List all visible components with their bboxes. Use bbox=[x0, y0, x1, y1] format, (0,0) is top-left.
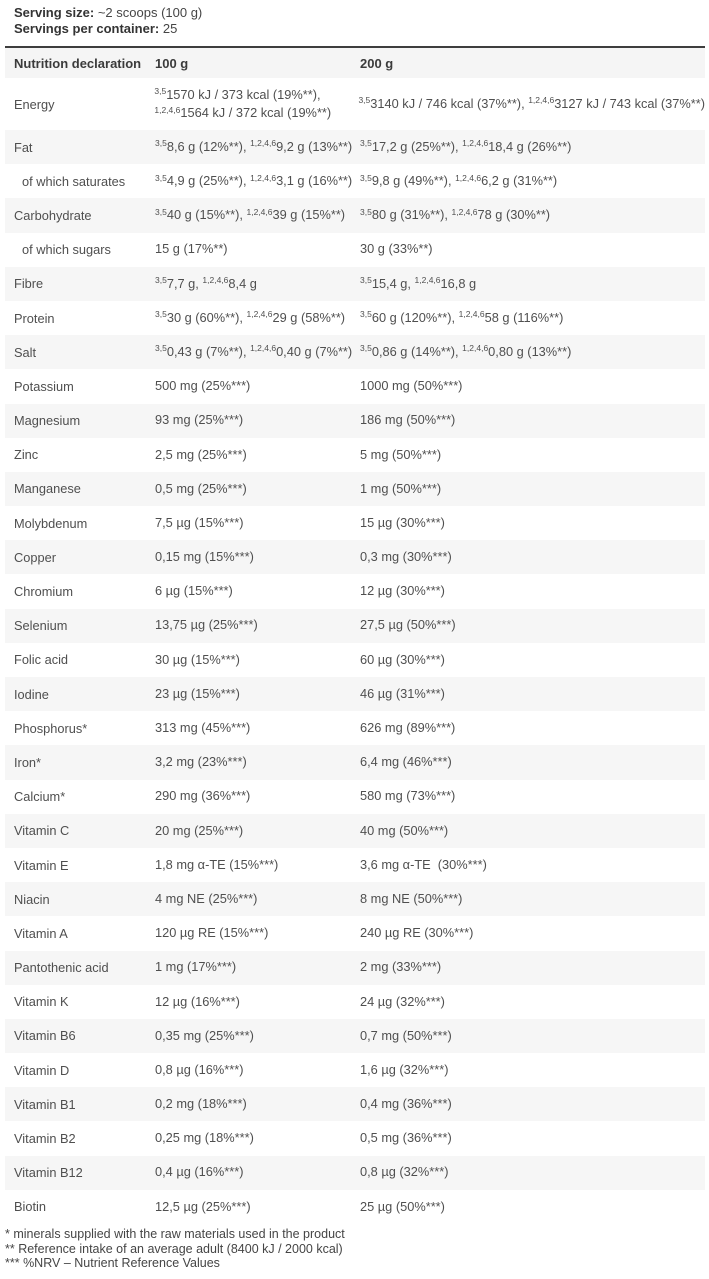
footnote-ref: 1,2,4,6 bbox=[246, 309, 273, 320]
table-row bbox=[5, 472, 705, 506]
table-row bbox=[5, 78, 705, 130]
row-label: Salt bbox=[14, 344, 37, 360]
value-100g: 30 µg (15%***) bbox=[155, 651, 240, 667]
footnote-ref: 3,5 bbox=[155, 309, 167, 320]
serving-size-value: ~2 scoops (100 g) bbox=[97, 5, 203, 20]
value-100g: 0,8 µg (16%***) bbox=[155, 1061, 244, 1077]
footnote-ref: 1,2,4,6 bbox=[154, 104, 181, 115]
value-100g: $^{3,5}$8,6 g (12%**), $^{1,2,4,6}$9,2 g (13%**) bbox=[155, 138, 353, 154]
value-100g: 0,4 µg (16%***) bbox=[155, 1164, 244, 1180]
table-row bbox=[5, 130, 705, 164]
value-200g: 27,5 µg (50%***) bbox=[360, 617, 456, 633]
footnote-ref: 1,2,4,6 bbox=[455, 172, 482, 183]
servings-count-label: Servings per container: bbox=[14, 20, 160, 36]
row-label: Molybdenum bbox=[14, 515, 88, 531]
table-row bbox=[5, 916, 705, 950]
value-200g: 25 µg (50%***) bbox=[360, 1198, 445, 1214]
value-100g: $^{3,5}$0,43 g (7%**), $^{1,2,4,6}$0,40 g (7%**) bbox=[155, 343, 353, 359]
table-row bbox=[5, 780, 705, 814]
table-row bbox=[5, 233, 705, 267]
value-100g: 6 µg (15%***) bbox=[155, 583, 233, 599]
footnote-ref: 3,5 bbox=[155, 206, 167, 217]
footnote-nrv: *** %NRV – Nutrient Reference Values bbox=[5, 1256, 220, 1271]
value-200g: 0,4 mg (36%***) bbox=[360, 1096, 452, 1112]
value-200g: 0,5 mg (36%***) bbox=[360, 1130, 452, 1146]
value-200g: $^{3,5}$9,8 g (49%**), $^{1,2,4,6}$6,2 g (31%**) bbox=[360, 172, 558, 189]
table-row bbox=[5, 609, 705, 643]
value-200g: $^{3,5}$80 g (31%**), $^{1,2,4,6}$78 g (30%**) bbox=[360, 206, 551, 223]
footnote-reference-intake: ** Reference intake of an average adult (8400 kJ / 2000 kcal) bbox=[5, 1241, 343, 1256]
footnote-ref: 1,2,4,6 bbox=[250, 172, 277, 183]
footnote-ref: 3,5 bbox=[155, 172, 167, 183]
footnote-ref: 3,5 bbox=[360, 138, 372, 149]
footnote-ref: 3,5 bbox=[360, 172, 372, 183]
row-label: Fibre bbox=[14, 276, 44, 292]
value-200g: 60 µg (30%***) bbox=[360, 651, 445, 667]
value-200g: 24 µg (32%***) bbox=[360, 993, 445, 1009]
value-100g: 120 µg RE (15%***) bbox=[155, 925, 269, 941]
table-row bbox=[5, 848, 705, 882]
row-label: of which saturates bbox=[22, 173, 126, 189]
value-100g: 23 µg (15%***) bbox=[155, 685, 240, 701]
value-100g: 0,35 mg (25%***) bbox=[155, 1027, 254, 1043]
serving-size-line bbox=[14, 5, 709, 21]
value-200g: 1 mg (50%***) bbox=[360, 480, 442, 496]
value-200g: $^{3,5}$3140 kJ / 746 kcal (37%**), $^{1,2,4,6}$3127 kJ / 743 kcal (37%**) bbox=[358, 95, 705, 111]
table-row bbox=[5, 985, 705, 1019]
value-100g: $^{3,5}$4,9 g (25%**), $^{1,2,4,6}$3,1 g (16%**) bbox=[155, 172, 353, 189]
table-row bbox=[5, 164, 705, 198]
value-100g: 12 µg (16%***) bbox=[155, 993, 240, 1009]
value-200g: 580 mg (73%***) bbox=[360, 788, 456, 804]
footnote-minerals: * minerals supplied with the raw materials used in the product bbox=[5, 1227, 345, 1241]
table-row bbox=[5, 745, 705, 779]
footnote-ref: 3,5 bbox=[360, 309, 372, 320]
servings-per-container-line bbox=[14, 21, 709, 37]
value-200g: 40 mg (50%***) bbox=[360, 822, 449, 838]
row-label: of which sugars bbox=[22, 242, 111, 258]
value-100g: 290 mg (36%***) bbox=[155, 788, 251, 804]
value-200g: 1,6 µg (32%***) bbox=[360, 1061, 449, 1077]
value-100g: $^{3,5}$1570 kJ / 373 kcal (19%**), $^{1,2,4,6}$1564 kJ / 372 kcal (19%**) bbox=[154, 86, 332, 120]
row-label: Energy bbox=[14, 96, 55, 112]
value-100g: 20 mg (25%***) bbox=[155, 822, 244, 838]
row-label: Iodine bbox=[14, 686, 49, 702]
value-200g: 8 mg NE (50%***) bbox=[360, 890, 463, 906]
value-100g: 0,5 mg (25%***) bbox=[155, 480, 247, 496]
servings-count-value: 25 bbox=[162, 20, 178, 36]
value-200g: 12 µg (30%***) bbox=[360, 583, 445, 599]
footnote-ref: 3,5 bbox=[154, 86, 167, 96]
value-200g: $^{3,5}$17,2 g (25%**), $^{1,2,4,6}$18,4 g (26%**) bbox=[360, 138, 572, 154]
footnote-ref: 1,2,4,6 bbox=[528, 95, 555, 106]
row-label: Calcium* bbox=[14, 789, 66, 805]
table-row bbox=[5, 335, 705, 369]
row-label: Phosphorus* bbox=[14, 720, 88, 736]
table-row bbox=[5, 643, 705, 677]
value-200g: 0,7 mg (50%***) bbox=[360, 1027, 452, 1043]
value-100g: 313 mg (45%***) bbox=[155, 720, 251, 736]
value-200g: $^{3,5}$0,86 g (14%**), $^{1,2,4,6}$0,80 g (13%**) bbox=[360, 343, 572, 359]
table-row bbox=[5, 882, 705, 916]
table-row bbox=[5, 1190, 705, 1224]
footnote-ref: 1,2,4,6 bbox=[462, 343, 489, 354]
value-200g: 6,4 mg (46%***) bbox=[360, 754, 452, 770]
value-100g: 13,75 µg (25%***) bbox=[155, 617, 258, 633]
table-row bbox=[5, 711, 705, 745]
footnote-ref: 3,5 bbox=[360, 206, 372, 217]
value-100g: 1 mg (17%***) bbox=[155, 959, 237, 975]
row-label: Zinc bbox=[14, 447, 39, 463]
value-100g: $^{3,5}$7,7 g, $^{1,2,4,6}$8,4 g bbox=[155, 275, 257, 291]
table-row bbox=[5, 1087, 705, 1121]
value-200g: 626 mg (89%***) bbox=[360, 720, 456, 736]
value-200g: 240 µg RE (30%***) bbox=[360, 925, 474, 941]
value-200g: $^{3,5}$60 g (120%**), $^{1,2,4,6}$58 g (116%**) bbox=[360, 309, 564, 325]
header-100g: 100 g bbox=[155, 55, 189, 71]
footnote-ref: 1,2,4,6 bbox=[462, 138, 489, 149]
table-row bbox=[5, 404, 705, 438]
value-200g: 30 g (33%**) bbox=[360, 241, 433, 257]
row-label: Magnesium bbox=[14, 413, 81, 429]
table-row bbox=[5, 540, 705, 574]
row-label: Copper bbox=[14, 549, 56, 565]
row-label: Biotin bbox=[14, 1199, 47, 1215]
table-row bbox=[5, 951, 705, 985]
row-label: Folic acid bbox=[14, 652, 69, 668]
table-row bbox=[5, 1053, 705, 1087]
row-label: Vitamin D bbox=[14, 1062, 70, 1078]
footnotes bbox=[5, 1227, 709, 1271]
row-label: Vitamin B12 bbox=[14, 1165, 83, 1181]
footnote-ref: 1,2,4,6 bbox=[202, 275, 229, 286]
row-label: Vitamin B6 bbox=[14, 1028, 76, 1044]
footnote-ref: 1,2,4,6 bbox=[451, 206, 478, 217]
row-label: Manganese bbox=[14, 481, 81, 497]
value-100g: $^{3,5}$30 g (60%**), $^{1,2,4,6}$29 g (58%**) bbox=[155, 309, 346, 325]
row-label: Iron* bbox=[14, 754, 42, 770]
value-200g: 46 µg (31%***) bbox=[360, 685, 445, 701]
table-row bbox=[5, 438, 705, 472]
table-row bbox=[5, 1156, 705, 1190]
value-100g: 3,2 mg (23%***) bbox=[155, 754, 247, 770]
footnote-ref: 1,2,4,6 bbox=[414, 275, 441, 286]
row-label: Vitamin E bbox=[14, 857, 69, 873]
footnote-ref: 1,2,4,6 bbox=[246, 206, 273, 217]
row-label: Potassium bbox=[14, 378, 74, 394]
row-label: Niacin bbox=[14, 891, 50, 907]
value-200g: 0,8 µg (32%***) bbox=[360, 1164, 449, 1180]
footnote-ref: 3,5 bbox=[155, 343, 167, 354]
value-200g: $^{3,5}$15,4 g, $^{1,2,4,6}$16,8 g bbox=[360, 275, 477, 291]
value-100g: 0,25 mg (18%***) bbox=[155, 1130, 254, 1146]
value-100g: 500 mg (25%***) bbox=[155, 378, 251, 394]
value-100g: 0,15 mg (15%***) bbox=[155, 549, 254, 565]
row-label: Vitamin K bbox=[14, 994, 69, 1010]
row-label: Carbohydrate bbox=[14, 207, 92, 223]
table-row bbox=[5, 574, 705, 608]
footnote-ref: 1,2,4,6 bbox=[458, 309, 485, 320]
value-200g: 5 mg (50%***) bbox=[360, 446, 442, 462]
row-label: Chromium bbox=[14, 584, 74, 600]
value-100g: 93 mg (25%***) bbox=[155, 412, 244, 428]
row-label: Vitamin B2 bbox=[14, 1131, 76, 1147]
table-body bbox=[5, 78, 705, 1224]
table-row bbox=[5, 1121, 705, 1155]
table-row bbox=[5, 369, 705, 403]
value-100g: 1,8 mg α-TE (15%***) bbox=[155, 856, 279, 872]
table-row bbox=[5, 301, 705, 335]
value-100g: 12,5 µg (25%***) bbox=[155, 1198, 251, 1214]
value-100g: 7,5 µg (15%***) bbox=[155, 514, 244, 530]
table-row bbox=[5, 677, 705, 711]
row-label: Pantothenic acid bbox=[14, 960, 109, 976]
value-200g: 1000 mg (50%***) bbox=[360, 378, 463, 394]
footnote-ref: 3,5 bbox=[155, 275, 167, 286]
footnote-ref: 1,2,4,6 bbox=[250, 343, 277, 354]
footnote-ref: 1,2,4,6 bbox=[250, 138, 277, 149]
value-100g: $^{3,5}$40 g (15%**), $^{1,2,4,6}$39 g (15%**) bbox=[155, 206, 346, 223]
header-200g: 200 g bbox=[360, 55, 394, 71]
header-nutrition-declaration: Nutrition declaration bbox=[14, 55, 142, 71]
value-100g: 4 mg NE (25%***) bbox=[155, 890, 258, 906]
serving-size-label: Serving size: bbox=[14, 5, 95, 20]
nutrition-table bbox=[5, 46, 705, 1224]
footnote-ref: 3,5 bbox=[360, 275, 372, 286]
row-label: Vitamin B1 bbox=[14, 1096, 76, 1112]
value-100g: 15 g (17%**) bbox=[155, 241, 228, 257]
serving-info bbox=[14, 0, 709, 36]
table-row bbox=[5, 267, 705, 301]
value-200g: 15 µg (30%***) bbox=[360, 514, 445, 530]
value-200g: 186 mg (50%***) bbox=[360, 412, 456, 428]
table-row bbox=[5, 1019, 705, 1053]
footnote-ref: 3,5 bbox=[360, 343, 372, 354]
value-100g: 0,2 mg (18%***) bbox=[155, 1096, 247, 1112]
row-label: Fat bbox=[14, 139, 33, 155]
table-header bbox=[5, 48, 705, 78]
value-200g: 0,3 mg (30%***) bbox=[360, 549, 452, 565]
row-label: Protein bbox=[14, 310, 55, 326]
table-row bbox=[5, 198, 705, 232]
row-label: Vitamin A bbox=[14, 925, 68, 941]
row-label: Vitamin C bbox=[14, 823, 70, 839]
table-row bbox=[5, 814, 705, 848]
row-label: Selenium bbox=[14, 618, 68, 634]
value-100g: 2,5 mg (25%***) bbox=[155, 446, 247, 462]
footnote-ref: 3,5 bbox=[358, 95, 371, 106]
value-200g: 2 mg (33%***) bbox=[360, 959, 442, 975]
value-200g: 3,6 mg α-TE (30%***) bbox=[360, 856, 487, 872]
table-row bbox=[5, 506, 705, 540]
footnote-ref: 3,5 bbox=[155, 138, 167, 149]
